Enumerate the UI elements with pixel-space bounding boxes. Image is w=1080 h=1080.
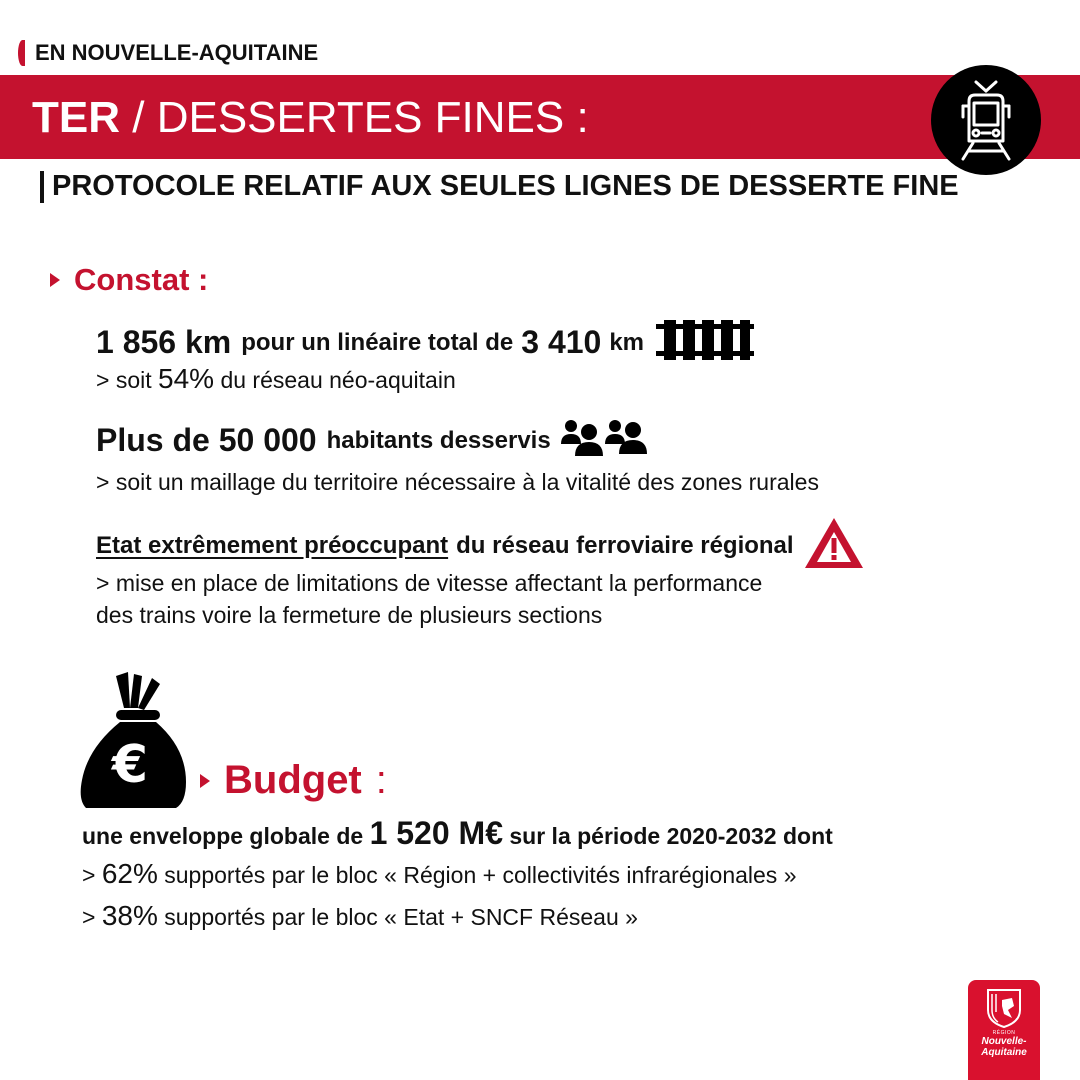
constat-heading-text: Constat : xyxy=(74,262,209,297)
detail-line-2: des trains voire la fermeture de plusieurs sections xyxy=(96,602,603,628)
detail-prefix: > soit xyxy=(96,367,152,393)
budget-colon: : xyxy=(375,758,387,802)
fact-text: habitants desservis xyxy=(326,426,551,454)
budget-item-region xyxy=(82,858,797,890)
fact-network-detail xyxy=(96,363,456,395)
subtitle-text: PROTOCOLE RELATIF AUX SEULES LIGNES DE DESSERTE FINE xyxy=(52,170,959,202)
fact-value: 1 856 km xyxy=(96,324,232,360)
detail-percent: 54% xyxy=(158,363,215,394)
railway-track-icon xyxy=(656,318,754,367)
item-percent: 62% xyxy=(101,858,158,889)
item-text: supportés par le bloc « Etat + SNCF Réseau » xyxy=(164,904,638,930)
triangle-bullet-icon xyxy=(200,774,210,788)
fact-inhabitants xyxy=(96,418,653,463)
title-light: DESSERTES FINES : xyxy=(156,93,589,142)
parenthesis-mark-icon xyxy=(18,40,27,66)
budget-item-state xyxy=(82,900,638,932)
fact-value-total: 3 410 xyxy=(521,324,602,360)
fact-text: du réseau ferroviaire régional xyxy=(456,531,794,559)
fact-network-length xyxy=(96,318,754,367)
detail-suffix: du réseau néo-aquitain xyxy=(220,367,456,393)
logo-line-2: Aquitaine xyxy=(981,1047,1027,1058)
item-text: supportés par le bloc « Région + collectivités infrarégionales » xyxy=(164,862,797,888)
subtitle xyxy=(40,170,959,203)
item-prefix: > xyxy=(82,904,96,930)
svg-text:€: € xyxy=(111,735,149,795)
people-group-icon xyxy=(561,418,653,463)
budget-intro-prefix: une enveloppe globale de xyxy=(82,823,364,849)
coat-of-arms-icon xyxy=(986,988,1022,1028)
fact-value: Plus de 50 000 xyxy=(96,422,317,458)
item-prefix: > xyxy=(82,862,96,888)
fact-text: pour un linéaire total de xyxy=(241,328,514,356)
budget-amount: 1 520 M€ xyxy=(369,815,503,851)
detail-line-1: > mise en place de limitations de vitesse affectant la performance xyxy=(96,570,763,596)
constat-heading xyxy=(50,262,208,298)
budget-heading-text: Budget xyxy=(224,758,362,802)
title-bold: TER xyxy=(32,93,120,142)
fact-inhabitants-detail: > soit un maillage du territoire nécessaire à la vitalité des zones rurales xyxy=(96,469,819,495)
fact-network-state-detail xyxy=(96,567,762,631)
warning-icon xyxy=(802,515,866,576)
budget-heading xyxy=(200,758,387,803)
budget-intro xyxy=(82,815,833,852)
page-title xyxy=(32,88,589,148)
title-separator: / xyxy=(132,93,145,142)
region-logo xyxy=(968,980,1040,1080)
fact-unit: km xyxy=(609,328,645,356)
region-label-text: EN NOUVELLE-AQUITAINE xyxy=(35,40,319,65)
triangle-bullet-icon xyxy=(50,273,60,287)
logo-line-1: Nouvelle- xyxy=(981,1036,1027,1047)
region-label xyxy=(18,40,318,66)
item-percent: 38% xyxy=(101,900,158,931)
train-icon xyxy=(931,65,1041,175)
money-bag-euro-icon xyxy=(78,670,190,815)
budget-intro-suffix: sur la période 2020-2032 dont xyxy=(509,823,833,849)
fact-underlined: Etat extrêmement préoccupant xyxy=(96,531,449,559)
subtitle-bar xyxy=(40,171,44,203)
logo-small-text: RÉGION xyxy=(992,1030,1016,1036)
